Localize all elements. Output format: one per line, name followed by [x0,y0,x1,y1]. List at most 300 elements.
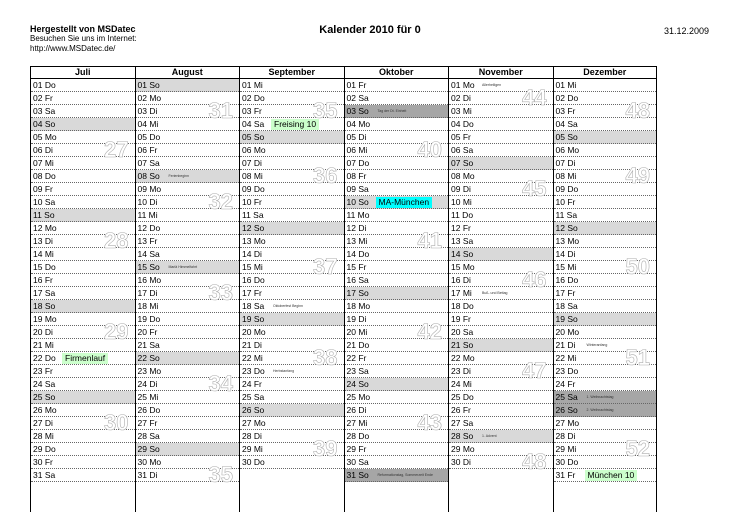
day-cell[interactable] [449,235,553,248]
day-cell[interactable] [136,92,240,105]
week-number: 27 [104,137,129,162]
day-cell[interactable] [449,352,553,365]
day-cell[interactable] [136,469,240,482]
day-cell[interactable] [554,274,657,287]
day-cell[interactable] [31,352,135,365]
week-number: 52 [625,436,650,461]
day-label: 05 Mo [33,132,57,142]
day-label: 31 So [346,470,369,480]
day-label: 22 Do [33,353,56,363]
day-cell[interactable] [31,209,135,222]
month-column-2 [135,66,240,512]
day-cell[interactable] [136,287,240,300]
month-column-5 [448,66,553,512]
day-cell[interactable] [554,248,657,261]
day-cell[interactable] [136,300,240,313]
day-label: 07 So [451,158,474,168]
day-cell[interactable] [554,131,657,144]
day-cell[interactable] [31,365,135,378]
day-cell[interactable] [136,456,240,469]
day-cell[interactable] [240,235,344,248]
day-label: 20 Fr [137,327,158,337]
day-cell[interactable] [554,313,657,326]
day-cell[interactable] [240,196,344,209]
day-label: 09 Di [451,184,471,194]
day-label: 18 Mo [346,301,371,311]
day-cell[interactable] [240,144,344,157]
day-cell[interactable] [136,235,240,248]
day-cell[interactable] [449,131,553,144]
day-cell[interactable] [345,443,449,456]
week-number: 51 [625,345,650,370]
day-cell[interactable] [345,92,449,105]
day-cell[interactable] [136,105,240,118]
day-cell[interactable] [240,261,344,274]
day-cell[interactable] [345,274,449,287]
day-cell[interactable] [240,209,344,222]
day-label: 24 So [346,379,369,389]
day-cell[interactable] [136,274,240,287]
day-cell[interactable] [449,365,553,378]
day-cell[interactable] [449,417,553,430]
day-label: 06 Fr [137,145,158,155]
day-cell[interactable] [449,92,553,105]
day-cell[interactable] [240,339,344,352]
day-cell[interactable] [345,378,449,391]
day-cell[interactable] [136,118,240,131]
website-link[interactable]: http://www.MSDatec.de/ [30,44,116,53]
day-label: 21 Do [346,340,370,350]
day-label: 07 Do [346,158,370,168]
day-label: 23 Di [451,366,471,376]
day-label: 31 Fr [555,470,576,480]
day-label: 22 Fr [346,353,367,363]
day-label: 25 Sa [242,392,265,402]
day-label: 05 Fr [451,132,471,142]
day-label: 09 Do [555,184,579,194]
day-label: 15 Mi [242,262,263,272]
day-label: 16 Di [451,275,471,285]
day-label: 02 Fr [33,93,53,103]
day-cell[interactable] [554,469,657,482]
day-cell[interactable] [31,248,135,261]
week-number: 35 [313,98,338,123]
day-cell[interactable] [240,131,344,144]
day-label: 21 Di [555,340,576,350]
day-cell[interactable] [554,222,657,235]
day-cell[interactable] [31,430,135,443]
day-cell[interactable] [345,144,449,157]
day-cell[interactable] [31,118,135,131]
day-cell[interactable] [240,352,344,365]
day-cell[interactable] [345,287,449,300]
day-cell[interactable] [449,144,553,157]
day-cell[interactable] [136,313,240,326]
day-cell[interactable] [345,209,449,222]
day-label: 01 Mi [242,80,263,90]
day-cell[interactable] [136,196,240,209]
day-cell[interactable] [31,274,135,287]
day-cell[interactable] [31,261,135,274]
day-label: 26 Fr [451,405,471,415]
day-cell[interactable] [345,417,449,430]
day-label: 15 Do [33,262,56,272]
day-label: 14 So [451,249,474,259]
day-cell[interactable] [345,79,449,92]
event-label[interactable]: Buß- und Bettag [482,291,508,295]
day-cell[interactable] [345,105,449,118]
day-label: 24 Fr [555,379,576,389]
day-label: 23 Sa [346,366,369,376]
day-cell[interactable] [554,209,657,222]
day-cell[interactable] [31,131,135,144]
day-cell[interactable] [240,105,344,118]
day-label: 18 Do [451,301,474,311]
day-label: 20 Sa [451,327,474,337]
week-number: 29 [104,319,129,344]
day-cell[interactable] [554,235,657,248]
day-cell[interactable] [554,287,657,300]
day-cell[interactable] [136,417,240,430]
day-cell[interactable] [449,261,553,274]
day-cell[interactable] [240,404,344,417]
day-label: 03 So [346,106,369,116]
day-cell[interactable] [240,443,344,456]
day-cell[interactable] [136,248,240,261]
day-cell[interactable] [31,339,135,352]
day-cell[interactable] [554,352,657,365]
day-cell[interactable] [31,469,135,482]
day-label: 17 Fr [242,288,262,298]
day-cell[interactable] [345,430,449,443]
day-label: 04 Mi [137,119,159,129]
day-cell[interactable] [554,196,657,209]
day-cell[interactable] [449,170,553,183]
day-cell[interactable] [31,300,135,313]
month-column-1 [30,66,135,512]
day-label: 17 Sa [33,288,56,298]
day-cell[interactable] [345,248,449,261]
day-label: 20 Di [33,327,53,337]
day-cell[interactable] [449,183,553,196]
day-label: 07 Sa [137,158,160,168]
day-cell[interactable] [449,157,553,170]
day-cell[interactable] [345,261,449,274]
day-label: 30 Do [555,457,579,467]
day-cell[interactable] [345,300,449,313]
day-cell[interactable] [345,196,449,209]
day-cell[interactable] [554,339,657,352]
day-cell[interactable] [345,157,449,170]
event-label[interactable]: Allerheiligen [482,83,502,87]
day-cell[interactable] [345,235,449,248]
day-label: 14 Do [346,249,370,259]
day-label: 24 Mi [451,379,472,389]
day-label: 28 Mi [33,431,54,441]
day-cell[interactable] [554,300,657,313]
day-cell[interactable] [449,105,553,118]
day-label: 12 So [242,223,265,233]
day-cell[interactable] [31,235,135,248]
event-label[interactable]: Mariä Himmelfahrt [168,265,198,269]
day-label: 08 Fr [346,171,367,181]
day-cell[interactable] [136,352,240,365]
day-cell[interactable] [240,248,344,261]
day-cell[interactable] [554,378,657,391]
event-label[interactable]: 2. Weihnachtstag [586,408,614,412]
day-label: 07 Mi [33,158,54,168]
day-label: 30 Fr [33,457,53,467]
day-cell[interactable] [136,378,240,391]
event-label[interactable]: München 10 [585,470,638,481]
day-cell[interactable] [240,79,344,92]
day-cell[interactable] [449,391,553,404]
day-cell[interactable] [136,339,240,352]
month-column-3 [239,66,344,512]
day-label: 27 Di [33,418,53,428]
day-cell[interactable] [345,118,449,131]
day-cell[interactable] [554,326,657,339]
event-label[interactable]: Firmenlauf [62,353,108,364]
event-label[interactable]: Freising 10 [271,119,319,130]
event-label[interactable]: Winteranfang [586,343,608,347]
day-label: 18 Sa [555,301,578,311]
day-label: 18 Sa [242,301,265,311]
event-label[interactable]: Reformationstag, Sommerzeit Ende [377,473,433,477]
day-cell[interactable] [31,79,135,92]
event-label[interactable]: Oktoberfest Beginn [273,304,303,308]
day-cell[interactable] [31,443,135,456]
day-cell[interactable] [449,287,553,300]
day-label: 16 Do [242,275,265,285]
day-cell[interactable] [240,118,344,131]
day-label: 28 Do [346,431,370,441]
day-cell[interactable] [31,144,135,157]
day-label: 11 Do [451,210,474,220]
day-cell[interactable] [554,157,657,170]
day-label: 15 Mi [555,262,577,272]
day-cell[interactable] [554,430,657,443]
day-cell[interactable] [31,170,135,183]
day-cell[interactable] [449,456,553,469]
day-cell[interactable] [449,339,553,352]
day-label: 21 So [451,340,474,350]
day-label: 10 Fr [555,197,576,207]
week-number: 45 [522,176,547,201]
day-cell[interactable] [240,274,344,287]
day-label: 28 Di [242,431,262,441]
day-cell[interactable] [449,300,553,313]
day-cell[interactable] [136,222,240,235]
day-cell[interactable] [240,430,344,443]
week-number: 41 [417,228,442,253]
day-label: 25 Mo [346,392,371,402]
day-cell[interactable] [240,326,344,339]
day-cell[interactable] [136,170,240,183]
day-cell[interactable] [240,417,344,430]
day-cell[interactable] [136,365,240,378]
day-cell[interactable] [136,404,240,417]
day-cell[interactable] [31,313,135,326]
day-cell[interactable] [31,222,135,235]
day-cell[interactable] [31,105,135,118]
day-cell[interactable] [345,365,449,378]
day-cell[interactable] [345,391,449,404]
day-cell[interactable] [136,261,240,274]
day-cell[interactable] [345,339,449,352]
day-cell[interactable] [449,274,553,287]
day-cell[interactable] [449,222,553,235]
day-label: 21 Di [242,340,262,350]
day-cell[interactable] [136,430,240,443]
day-label: 28 Di [555,431,576,441]
day-cell[interactable] [136,391,240,404]
day-label: 07 Di [242,158,262,168]
day-cell[interactable] [345,131,449,144]
day-label: 15 Fr [346,262,367,272]
event-label[interactable]: Herbstanfang [273,369,295,373]
day-cell[interactable] [554,144,657,157]
day-cell[interactable] [449,430,553,443]
day-cell[interactable] [240,300,344,313]
day-cell[interactable] [136,326,240,339]
event-label[interactable]: Tag der Dt. Einheit [377,109,407,113]
day-cell[interactable] [240,391,344,404]
day-cell[interactable] [554,365,657,378]
day-cell[interactable] [345,456,449,469]
day-cell[interactable] [240,378,344,391]
day-cell[interactable] [345,170,449,183]
day-cell[interactable] [136,144,240,157]
day-cell[interactable] [31,183,135,196]
day-label: 08 Mo [451,171,475,181]
day-label: 20 Mi [346,327,368,337]
day-cell[interactable] [554,118,657,131]
day-cell[interactable] [240,222,344,235]
visit-text: Besuchen Sie uns im Internet: [30,34,137,43]
event-label[interactable]: 1. Weihnachtstag [586,395,614,399]
day-cell[interactable] [31,287,135,300]
day-cell[interactable] [554,404,657,417]
day-cell[interactable] [449,378,553,391]
day-cell[interactable] [554,391,657,404]
day-cell[interactable] [449,248,553,261]
day-label: 19 Do [137,314,161,324]
day-cell[interactable] [554,105,657,118]
day-label: 12 Fr [451,223,471,233]
day-cell[interactable] [554,79,657,92]
day-cell[interactable] [345,352,449,365]
day-cell[interactable] [136,443,240,456]
day-label: 16 Do [555,275,579,285]
day-cell[interactable] [31,92,135,105]
day-cell[interactable] [136,157,240,170]
day-label: 14 Di [555,249,576,259]
day-cell[interactable] [449,404,553,417]
event-label[interactable]: MA-München [376,197,433,208]
day-label: 10 So [346,197,369,207]
day-label: 02 Do [242,93,265,103]
day-cell[interactable] [240,313,344,326]
day-label: 29 Mo [451,444,475,454]
day-label: 13 Mo [242,236,266,246]
day-cell[interactable] [31,378,135,391]
day-label: 19 So [242,314,265,324]
day-cell[interactable] [449,79,553,92]
day-label: 03 Fr [242,106,262,116]
day-cell[interactable] [31,326,135,339]
day-cell[interactable] [240,92,344,105]
day-label: 30 Di [451,457,471,467]
day-cell[interactable] [31,196,135,209]
day-label: 14 Di [242,249,262,259]
day-cell[interactable] [554,456,657,469]
day-label: 26 Di [346,405,367,415]
day-cell[interactable] [136,183,240,196]
day-cell[interactable] [449,326,553,339]
day-cell[interactable] [240,157,344,170]
day-label: 04 So [33,119,56,129]
day-cell[interactable] [31,391,135,404]
week-number: 50 [625,254,650,279]
day-cell[interactable] [345,404,449,417]
day-cell[interactable] [345,183,449,196]
day-cell[interactable] [240,287,344,300]
day-cell[interactable] [554,417,657,430]
day-label: 09 Fr [33,184,53,194]
day-cell[interactable] [345,326,449,339]
day-cell[interactable] [136,79,240,92]
day-cell[interactable] [449,443,553,456]
day-cell[interactable] [31,157,135,170]
day-cell[interactable] [240,170,344,183]
day-cell[interactable] [345,222,449,235]
day-label: 01 So [137,80,160,90]
day-cell[interactable] [554,261,657,274]
event-label[interactable]: Ferienbeginn [168,174,189,178]
day-cell[interactable] [345,469,449,482]
day-label: 26 Mo [33,405,57,415]
day-cell[interactable] [136,209,240,222]
day-cell[interactable] [31,417,135,430]
day-cell[interactable] [554,443,657,456]
day-label: 24 Fr [242,379,262,389]
day-cell[interactable] [449,196,553,209]
day-cell[interactable] [449,118,553,131]
day-cell[interactable] [136,131,240,144]
day-cell[interactable] [345,313,449,326]
day-cell[interactable] [31,404,135,417]
event-label[interactable]: 1. Advent [482,434,497,438]
day-label: 27 Mo [555,418,580,428]
week-number: 48 [522,449,547,474]
day-cell[interactable] [31,456,135,469]
day-cell[interactable] [554,92,657,105]
day-cell[interactable] [240,456,344,469]
day-label: 09 Sa [346,184,369,194]
day-label: 12 Di [346,223,367,233]
day-cell[interactable] [449,313,553,326]
day-cell[interactable] [240,365,344,378]
week-number: 31 [208,98,233,123]
day-cell[interactable] [554,170,657,183]
day-label: 19 Fr [451,314,471,324]
day-cell[interactable] [554,183,657,196]
day-cell[interactable] [449,209,553,222]
day-label: 01 Mo [451,80,475,90]
day-label: 08 Do [33,171,56,181]
day-cell[interactable] [240,183,344,196]
